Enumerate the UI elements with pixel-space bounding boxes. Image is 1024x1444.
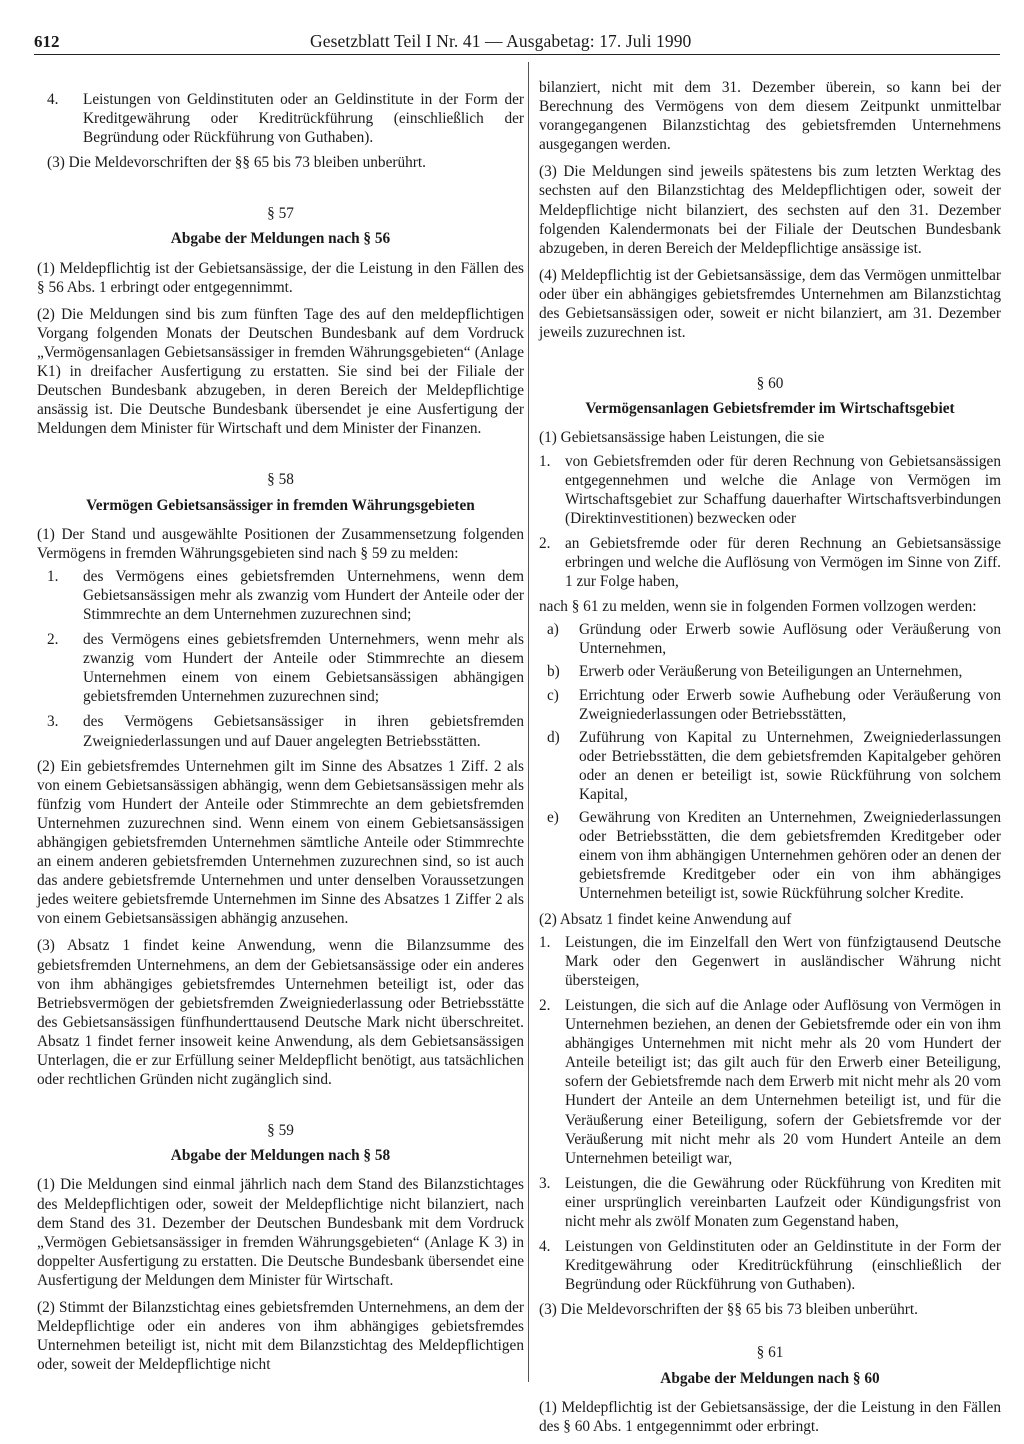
paragraph: (2) Die Meldungen sind bis zum fünften Tage des auf den meldepflichtigen Vorgang folgenden Monats der Deutschen Bundesbank auf dem Vordruck „Vermögensanlagen Gebietsansässiger in fremden Währungsgebieten“ (Anlage K1) in dreifacher Ausfertigung zu erstatten. Sie sind bei der Filiale der Deutschen Bundesbank abzugeben, in deren Bereich der Meldepflichtige ansässig ist. Die Deutsche Bundesbank übersendet je eine Ausfertigung der Meldungen dem Minister für Wirtschaft und dem Minister der Finanzen. [37, 305, 524, 438]
item-number: 2. [539, 996, 551, 1014]
item-text: an Gebietsfremde oder für deren Rechnung an Gebietsansässige erbringen und welche die Auflösung von Vermögen im Sinne von Ziff. 1 zur Folge haben, [565, 534, 1001, 591]
paragraph: (2) Ein gebietsfremdes Unternehmen gilt im Sinne des Absatzes 1 Ziff. 2 als von einem Gebietsansässigen abhängig, wenn dem Gebietsansässigen mehr als fünfzig vom Hundert der Anteile oder Stimmrechte an dem gebietsfremden Unternehmen zuzurechnen sind. Wenn einem von einem Gebietsansässigen abhängigen gebietsfremden Unternehmen sämtliche Anteile oder Stimmrechte an einem anderen gebietsfremden Unternehmen zuzurechnen sind, so ist auch das andere gebietsfremde Unternehmen und unter denselben Voraussetzungen jedes weitere gebietsfremde Unternehmen im Sinne des Absatzes 1 Ziffer 2 als von einem Gebietsansässigen abhängig anzusehen. [37, 757, 524, 928]
item-text: Leistungen, die sich auf die Anlage oder Auflösung von Vermögen in Unternehmen beziehen, an denen der Gebietsfremde oder ein von ihm abhängiges Unternehmen mit nicht mehr als 20 vom Hundert der Anteile beteiligt ist; das gilt auch für den Erwerb einer Beteiligung, sofern der Gebietsfremde nach dem Erwerb mit nicht mehr als 20 vom Hundert der Anteile an dem Unternehmen beteiligt ist, und für die Veräußerung einer Beteiligung, sofern der Gebietsfremde vor der Veräußerung mit nicht mehr als 20 vom Hundert Anteile an dem Unternehmen beteiligt war, [565, 996, 1001, 1167]
list-item [539, 662, 1001, 681]
item-number: 1. [539, 452, 551, 470]
section-title: Vermögensanlagen Gebietsfremder im Wirtschaftsgebiet [585, 400, 955, 418]
paragraph: (3) Die Meldevorschriften der §§ 65 bis 73 bleiben unberührt. [539, 1301, 918, 1319]
item-letter: b) [547, 663, 560, 681]
list-item [539, 808, 1001, 903]
item-number: 2. [539, 534, 551, 552]
list-item [37, 567, 524, 624]
paragraph: (1) Die Meldungen sind einmal jährlich nach dem Stand des Bilanzstichtages des Meldepflichtigen oder, soweit der Meldepflichtige nicht bilanziert, nach dem Stand des 31. Dezember der Deutschen Bundesbank mit dem Vordruck „Vermögen Gebietsansässiger in fremden Währungsgebieten“ (Anlage K 3) in doppelter Ausfertigung zu erstatten. Die Deutsche Bundesbank übersendet eine Ausfertigung der Meldungen dem Minister für Wirtschaft. [37, 1176, 524, 1289]
item-number: 4. [539, 1238, 551, 1256]
paragraph: (1) Der Stand und ausgewählte Positionen der Zusammensetzung folgenden Vermögens in fremden Währungsgebieten sind nach § 59 zu melden: [37, 525, 524, 562]
item-text: Gewährung von Krediten an Unternehmen, Zweigniederlassungen oder Betriebsstätten, die dem gebietsfremden Kreditgeber oder einem von ihm abhängigen Unternehmen gehören oder an denen der gebietsfremde Kreditgeber oder ein von ihm abhängiges Unternehmen beteiligt ist, sowie Rückführung solcher Kredite. [579, 809, 1001, 903]
item-number: 1. [539, 933, 551, 951]
list-item [539, 1237, 1001, 1294]
section-title: Abgabe der Meldungen nach § 56 [170, 230, 391, 248]
section-number: § 59 [267, 1122, 294, 1140]
section-number: § 58 [267, 471, 294, 489]
section-number: § 57 [267, 205, 294, 223]
item-text: Zuführung von Kapital zu Unternehmen, Zweigniederlassungen oder Betriebsstätten, die dem gebietsfremden Kapitalgeber gehören oder an denen er beteiligt ist, sowie Rückführung von solchem Kapital, [579, 728, 1001, 803]
paragraph: (4) Meldepflichtig ist der Gebietsansässige, dem das Vermögen unmittelbar oder über ein abhängiges gebietsfremdes Unternehmen am Bilanzstichtag des Gebietsansässigen oder, soweit er nicht bilanziert, am 31. Dezember jeweils zuzurechnen ist. [539, 266, 1001, 342]
item-letter: e) [547, 809, 559, 827]
item-number: 3. [47, 713, 59, 731]
section-number: § 61 [756, 1344, 784, 1362]
list-item [539, 620, 1001, 658]
list-item [539, 686, 1001, 724]
list-item [539, 933, 1001, 990]
paragraph: bilanziert, nicht mit dem 31. Dezember überein, so kann bei der Berechnung des Vermögens von dem diesem Zeitpunkt unmittelbar vorangegangenen Bilanzstichtag des gebietsfremden Unternehmens ausgegangen werden. [539, 79, 1001, 154]
paragraph: (3) Die Meldevorschriften der §§ 65 bis 73 bleiben unberührt. [47, 154, 426, 172]
item-text: Leistungen von Geldinstituten oder an Geldinstitute in der Form der Kreditgewährung oder Kreditrückführung (einschließlich der Begründung oder Rückführung von Guthaben). [83, 91, 524, 147]
item-text: Errichtung oder Erwerb sowie Aufhebung oder Veräußerung von Zweigniederlassungen oder Betriebsstätten, [579, 686, 1001, 723]
list-item [539, 996, 1001, 1168]
item-text: des Vermögens eines gebietsfremden Unternehmers, wenn mehr als zwanzig vom Hundert der Anteile oder Stimmrechte an diesem Unternehmen einem von einem Gebietsansässigen abhängigen gebietsfremden Unternehmen zuzurechnen sind; [83, 631, 524, 706]
item-text: Gründung oder Erwerb sowie Auflösung oder Veräußerung von Unternehmen, [579, 621, 1001, 658]
section-title: Abgabe der Meldungen nach § 60 [660, 1369, 880, 1387]
item-text: des Vermögens eines gebietsfremden Unternehmens, wenn dem Gebietsansässigen mehr als zwanzig vom Hundert der Anteile oder der Stimmrechte an dem Unternehmen zuzurechnen sind; [83, 567, 524, 623]
list-item [37, 630, 524, 706]
section-title: Abgabe der Meldungen nach § 58 [170, 1147, 391, 1165]
item-letter: c) [547, 686, 559, 704]
running-header [34, 30, 1000, 55]
list-item [37, 712, 524, 750]
item-number: 2. [47, 631, 59, 649]
running-title: Gesetzblatt Teil I Nr. 41 — Ausgabetag: 17. Juli 1990 [310, 31, 692, 51]
paragraph: (2) Absatz 1 findet keine Anwendung auf [539, 910, 792, 928]
paragraph: (3) Absatz 1 findet keine Anwendung, wenn die Bilanzsumme des gebietsfremden Unternehmens, an dem der Gebietsansässige oder ein anderes von ihm abhängiges gebietsfremdes Unternehmen beteiligt ist, oder das Betriebsvermögen der gebietsfremden Zweigniederlassung oder Betriebsstätte des Gebietsansässigen fünfhunderttausend Deutsche Mark nicht überschreitet. Absatz 1 findet ferner insoweit keine Anwendung, als dem Gebietsansässigen Unterlagen, die er zur Erfüllung seiner Meldepflicht benötigt, aus tatsächlichen oder rechtlichen Gründen nicht zugänglich sind. [37, 937, 524, 1089]
paragraph: (1) Meldepflichtig ist der Gebietsansässige, der die Leistung in den Fällen des § 56 Abs. 1 erbringt oder entgegennimmt. [37, 259, 524, 296]
paragraph: (1) Gebietsansässige haben Leistungen, die sie [539, 429, 825, 447]
paragraph: (3) Die Meldungen sind jeweils spätestens bis zum letzten Werktag des sechsten auf den Bilanzstichtag des Meldepflichtigen oder, soweit der Meldepflichtige nicht bilanziert, des sechsten auf den 31. Dezember folgenden Kalendermonats bei der Filiale der Deutschen Bundesbank abzugeben, in deren Bereich der Meldepflichtige ansässige ist. [539, 163, 1001, 257]
item-text: Leistungen von Geldinstituten oder an Geldinstitute in der Form der Kreditgewährung oder Kreditrückführung (einschließlich der Begründung oder Rückführung von Guthaben). [565, 1238, 1001, 1294]
item-text: Leistungen, die im Einzelfall den Wert von fünfzigtausend Deutsche Mark oder den Gegenwert in ausländischer Währung nicht übersteigen, [565, 933, 1001, 989]
section-number: § 60 [756, 375, 784, 393]
paragraph: (1) Meldepflichtig ist der Gebietsansässige, der die Leistung in den Fällen des § 60 Abs. 1 entgegennimmt oder erbringt. [539, 1398, 1001, 1435]
list-item [539, 452, 1001, 528]
right-column [539, 78, 1001, 1444]
item-letter: d) [547, 728, 560, 746]
paragraph: nach § 61 zu melden, wenn sie in folgenden Formen vollzogen werden: [539, 598, 977, 616]
item-text: des Vermögens Gebietsansässiger in ihren gebietsfremden Zweigniederlassungen und auf Dauer angelegten Betriebsstätten. [83, 713, 524, 750]
item-number: 3. [539, 1174, 551, 1192]
section-title: Vermögen Gebietsansässiger in fremden Währungsgebieten [86, 496, 475, 514]
paragraph: (2) Stimmt der Bilanzstichtag eines gebietsfremden Unternehmens, an dem der Meldepflichtige oder ein anderes von ihm abhängiges gebietsfremdes Unternehmen beteiligt ist, nicht mit dem Bilanzstichtag des Meldepflichtigen oder, soweit der Meldepflichtige nicht [37, 1298, 524, 1374]
item-text: von Gebietsfremden oder für deren Rechnung von Gebietsansässigen entgegennehmen und welche die Anlage von Vermögen im Wirtschaftsgebiet zur Schaffung dauerhafter Wirtschaftsverbindungen (Direktinvestitionen) bezwecken oder [565, 452, 1001, 527]
item-number: 1. [47, 567, 59, 585]
list-item [37, 90, 524, 147]
list-item [539, 1174, 1001, 1231]
page-number: 612 [34, 32, 60, 51]
left-column [37, 90, 524, 1382]
list-item [539, 728, 1001, 804]
item-letter: a) [547, 621, 559, 639]
item-number: 4. [47, 91, 59, 108]
list-item [539, 534, 1001, 591]
item-text: Erwerb oder Veräußerung von Beteiligungen an Unternehmen, [579, 663, 963, 681]
item-text: Leistungen, die die Gewährung oder Rückführung von Krediten mit einer ursprünglich vereinbarten Laufzeit oder Kündigungsfrist von nicht mehr als zwölf Monaten zum Gegenstand haben, [565, 1174, 1001, 1230]
column-divider [528, 62, 529, 1382]
